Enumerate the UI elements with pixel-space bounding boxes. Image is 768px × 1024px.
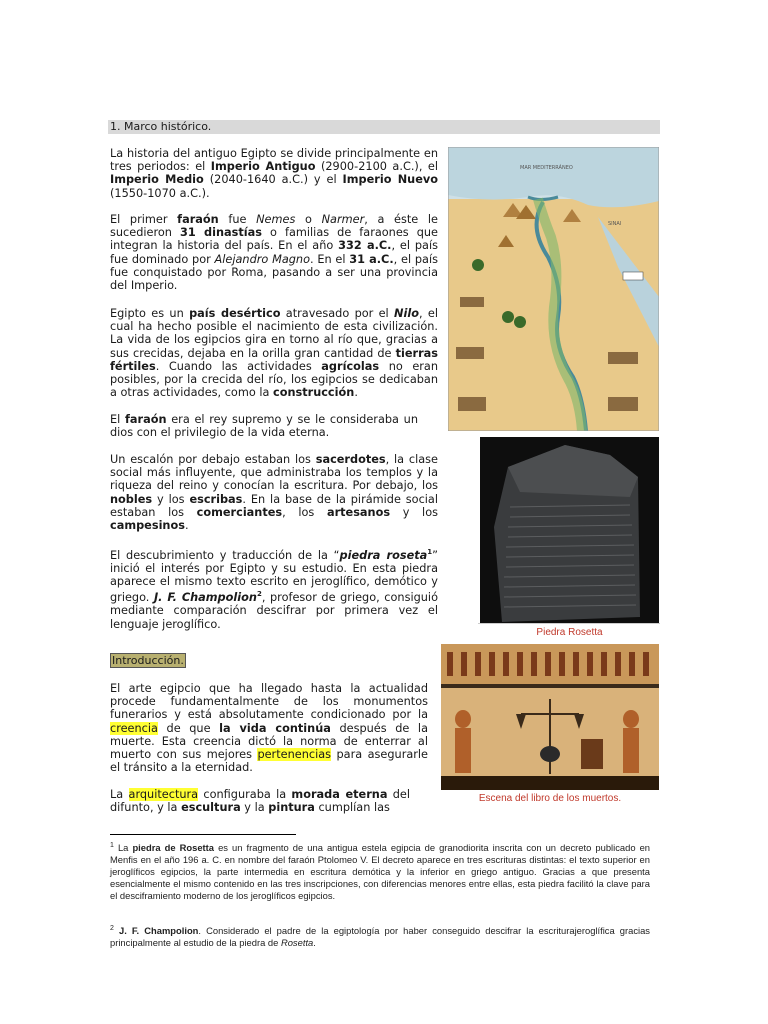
bold-text: Imperio Medio xyxy=(110,173,204,187)
paragraph-social-classes xyxy=(110,453,438,532)
egypt-map-image xyxy=(448,147,659,431)
bold-text: J. F. Champolion xyxy=(118,925,199,937)
text: después de la muerte. Esta creencia dictó la norma de enterrar al muerto con sus mejores xyxy=(110,721,428,762)
text: . xyxy=(313,937,316,949)
text: . Considerado el padre de la egiptología por haber conseguido descifrar la escriturajeroglífica gracias principalmente al estudio de la piedra de xyxy=(110,925,650,949)
footnote-1 xyxy=(110,840,650,902)
text: y la xyxy=(240,801,269,815)
text: . xyxy=(354,386,358,400)
bold-text: agrícolas xyxy=(321,359,380,373)
text: El arte egipcio que ha llegado hasta la actualidad procede fundamentalmente de los monumentos funerarios y está absolutamente condicionado por la xyxy=(110,682,428,722)
paragraph-rosetta xyxy=(110,546,438,631)
paragraph-pharaohs xyxy=(110,213,438,292)
text: Un escalón por debajo estaban los xyxy=(110,453,316,466)
text: (2900-2100 a.C.), el xyxy=(315,160,438,174)
bold-text: la vida continúa xyxy=(219,721,331,735)
text: ” inició el interés por Egipto y su estudio. En esta piedra aparece el mismo texto escrito en jeroglífico, demótico y griego. xyxy=(110,548,438,605)
intro-heading: Introducción. xyxy=(112,654,184,667)
text: La xyxy=(110,788,129,801)
text: , el cual ha hecho posible el nacimiento de esta civilización. La vida de los egipcios gira en torno al río que, gracias a sus crecidas, dejaba en la orilla gran cantidad de xyxy=(110,307,438,360)
footnote-number: 1 xyxy=(110,842,114,849)
text: es un fragmento de una antigua estela egipcia de granodiorita inscrita con un decreto publicado en Menfis en el año 196 a. C. en nombre del faraón Ptolomeo V. El decreto aparece en tres escrituras distintas: el texto superior en jeroglíficos egipcios, la parte intermedia en escritura demótica y la inferior en griego antiguo. Gracias a que presenta esencialmente el mismo contenido en las tres inscripciones, con diferencias menores entre ellas, esta piedra facilitó la clave para el desciframiento moderno de los jeroglíficos egipcios. xyxy=(110,842,651,902)
bold-text: Imperio Nuevo xyxy=(342,173,438,187)
paragraph-periods xyxy=(110,147,438,200)
map-label-sinai: SINAI xyxy=(608,221,622,227)
bold-text: construcción xyxy=(273,386,355,400)
bold-text: comerciantes xyxy=(196,505,283,519)
text: El primer xyxy=(110,213,178,226)
text: del difunto, y la xyxy=(110,788,410,815)
text: , la clase social más influyente, que administraba los templos y la riqueza del reino y conocían la escritura. Por debajo, los xyxy=(110,453,438,493)
bold-italic-text: piedra roseta xyxy=(339,548,428,562)
bold-text: piedra de Rosetta xyxy=(132,842,215,854)
map-label-sea: MAR MEDITERRÁNEO xyxy=(520,165,573,171)
italic-text: Rosetta xyxy=(280,937,314,949)
footnote-ref[interactable]: 2 xyxy=(256,590,262,599)
bold-text: Imperio Antiguo xyxy=(210,160,316,174)
paragraph-nile xyxy=(110,307,438,399)
highlighted-text: creencia xyxy=(110,721,158,735)
text: (2040-1640 a.C.) y el xyxy=(203,173,343,187)
bold-italic-text: J. F. Champolion xyxy=(153,591,257,605)
text: Egipto es un xyxy=(110,307,190,320)
footnote-2 xyxy=(110,923,650,949)
text: , el país fue dominado por xyxy=(110,239,439,266)
text: El descubrimiento y traducción de la “ xyxy=(110,548,340,562)
footnote-divider xyxy=(110,834,296,835)
italic-text: Nemes xyxy=(256,213,296,226)
bold-text: faraón xyxy=(177,213,219,226)
footnote-number: 2 xyxy=(110,925,114,932)
rosetta-caption: Piedra Rosetta xyxy=(536,627,603,638)
bold-text: 31 a.C. xyxy=(349,252,394,266)
text: para asegurarle el tránsito a la eternidad. xyxy=(110,748,429,775)
bold-text: 332 a.C. xyxy=(338,239,392,253)
bold-text: 31 dinastías xyxy=(179,226,263,240)
text: La historia del antiguo Egipto se divide principalmente en tres periodos: el xyxy=(110,147,438,174)
text: , el país fue conquistado por Roma, pasando a ser una provincia del Imperio. xyxy=(110,252,438,293)
text: El xyxy=(110,413,125,426)
text: , los xyxy=(282,505,327,519)
text: de que xyxy=(157,721,220,735)
text: . En la base de la pirámide social estaban los xyxy=(110,492,438,519)
bold-italic-text: Nilo xyxy=(394,307,419,320)
bold-text: campesinos xyxy=(110,519,185,533)
bold-text: nobles xyxy=(110,492,153,506)
highlighted-text: arquitectura xyxy=(128,788,199,801)
text: . En el xyxy=(309,252,350,266)
text: . Cuando las actividades xyxy=(155,359,322,373)
text: (1550-1070 a.C.). xyxy=(110,186,210,200)
text: , profesor de griego, consiguió mediante comparación descifrar por primera vez el lenguaje jeroglífico. xyxy=(110,591,438,631)
text: cumplían las xyxy=(314,801,390,815)
bold-text: país desértico xyxy=(189,307,281,320)
book-of-dead-image xyxy=(441,644,659,790)
text: La xyxy=(113,842,133,854)
text: y los xyxy=(152,492,190,506)
text: , a éste le sucedieron xyxy=(110,213,439,240)
text: o xyxy=(295,213,322,226)
text: configuraba la xyxy=(198,788,292,801)
paragraph-pharaoh-role xyxy=(110,413,418,439)
book-caption: Escena del libro de los muertos. xyxy=(478,793,622,804)
paragraph-art-intro xyxy=(110,682,428,774)
italic-text: Alejandro Magno xyxy=(214,252,310,266)
bold-text: faraón xyxy=(124,413,167,426)
footnote-ref[interactable]: 1 xyxy=(427,548,433,556)
rosetta-stone-image xyxy=(480,437,659,624)
section-title: 1. Marco histórico. xyxy=(108,120,660,134)
text: . xyxy=(184,519,189,533)
text: o familias de faraones que integran la historia del país. En el año xyxy=(110,226,438,253)
paragraph-architecture xyxy=(110,788,410,814)
caption-divider xyxy=(478,623,660,624)
bold-text: escribas xyxy=(189,492,243,506)
text: era el rey supremo y se le consideraba un dios con el privilegio de la vida eterna. xyxy=(110,413,418,440)
bold-text: escultura xyxy=(181,801,241,815)
bold-text: tierras fértiles xyxy=(110,346,438,373)
bold-text: artesanos xyxy=(326,505,391,519)
bold-text: pintura xyxy=(268,801,315,815)
text: atravesado por el xyxy=(280,307,395,320)
highlighted-text: pertenencias xyxy=(257,748,332,762)
text: no eran posibles, por la crecida del río, los egipcios se dedicaban a otras actividades, como la xyxy=(110,359,438,400)
text: fue xyxy=(218,213,257,226)
bold-text: morada eterna xyxy=(291,788,388,801)
bold-text: sacerdotes xyxy=(315,453,386,466)
italic-text: Narmer xyxy=(321,213,365,226)
text: y los xyxy=(390,505,438,519)
